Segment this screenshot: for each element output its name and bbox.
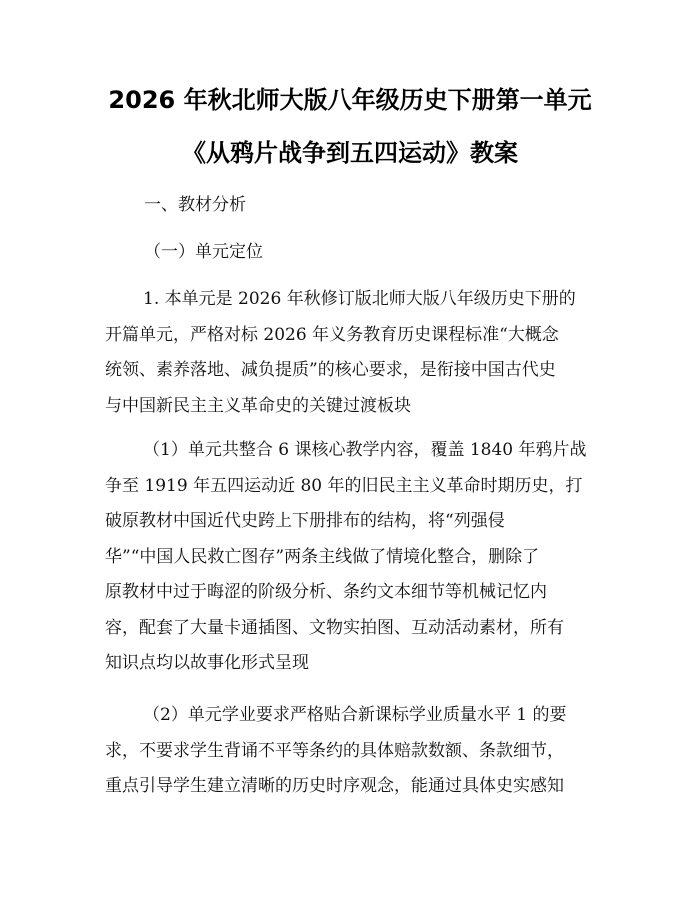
- paragraph-2-line: 容，配套了大量卡通插图、文物实拍图、互动活动素材，所有: [105, 617, 564, 638]
- paragraph-2-line: 破原教材中国近代史跨上下册排布的结构，将“列强侵: [105, 511, 505, 531]
- paragraph-2-line: （1）单元共整合 6 课核心教学内容，覆盖 1840 年鸦片战: [143, 440, 587, 460]
- paragraph-3-line: （2）单元学业要求严格贴合新课标学业质量水平 1 的要: [143, 705, 567, 725]
- paragraph-1-line: 与中国新民主主义革命史的关键过渡板块: [105, 395, 411, 416]
- paragraph-2-line: 争至 1919 年五四运动近 80 年的旧民主主义革命时期历史，打: [105, 475, 583, 496]
- paragraph-1-line: 1. 本单元是 2026 年秋修订版北师大版八年级历史下册的: [143, 289, 576, 309]
- paragraph-2-line: 华”“中国人民救亡图存”两条主线做了情境化整合，删除了: [105, 546, 540, 567]
- paragraph-2-line: 原教材中过于晦涩的阶级分析、条约文本细节等机械记忆内: [105, 582, 547, 602]
- section-heading: 一、教材分析: [144, 195, 246, 215]
- paragraph-1-line: 统领、素养落地、减负提质”的核心要求，是衔接中国古代史: [105, 360, 556, 380]
- subsection-heading: （一）单元定位: [144, 242, 263, 262]
- document-title-line-1: 2026 年秋北师大版八年级历史下册第一单元: [108, 86, 592, 114]
- paragraph-2-line: 知识点均以故事化形式呈现: [105, 653, 309, 673]
- paragraph-1-line: 开篇单元，严格对标 2026 年义务教育历史课程标准“大概念: [105, 324, 559, 345]
- paragraph-3: [105, 698, 605, 805]
- paragraph-2: [105, 433, 605, 682]
- paragraph-3-line: 求，不要求学生背诵不平等条约的具体赔款数额、条款细节，: [105, 740, 564, 761]
- paragraph-1: [105, 282, 605, 424]
- paragraph-3-line: 重点引导学生建立清晰的历史时序观念，能通过具体史实感知: [105, 776, 564, 796]
- document-title-line-2: 《从鸦片战争到五四运动》教案: [182, 139, 518, 167]
